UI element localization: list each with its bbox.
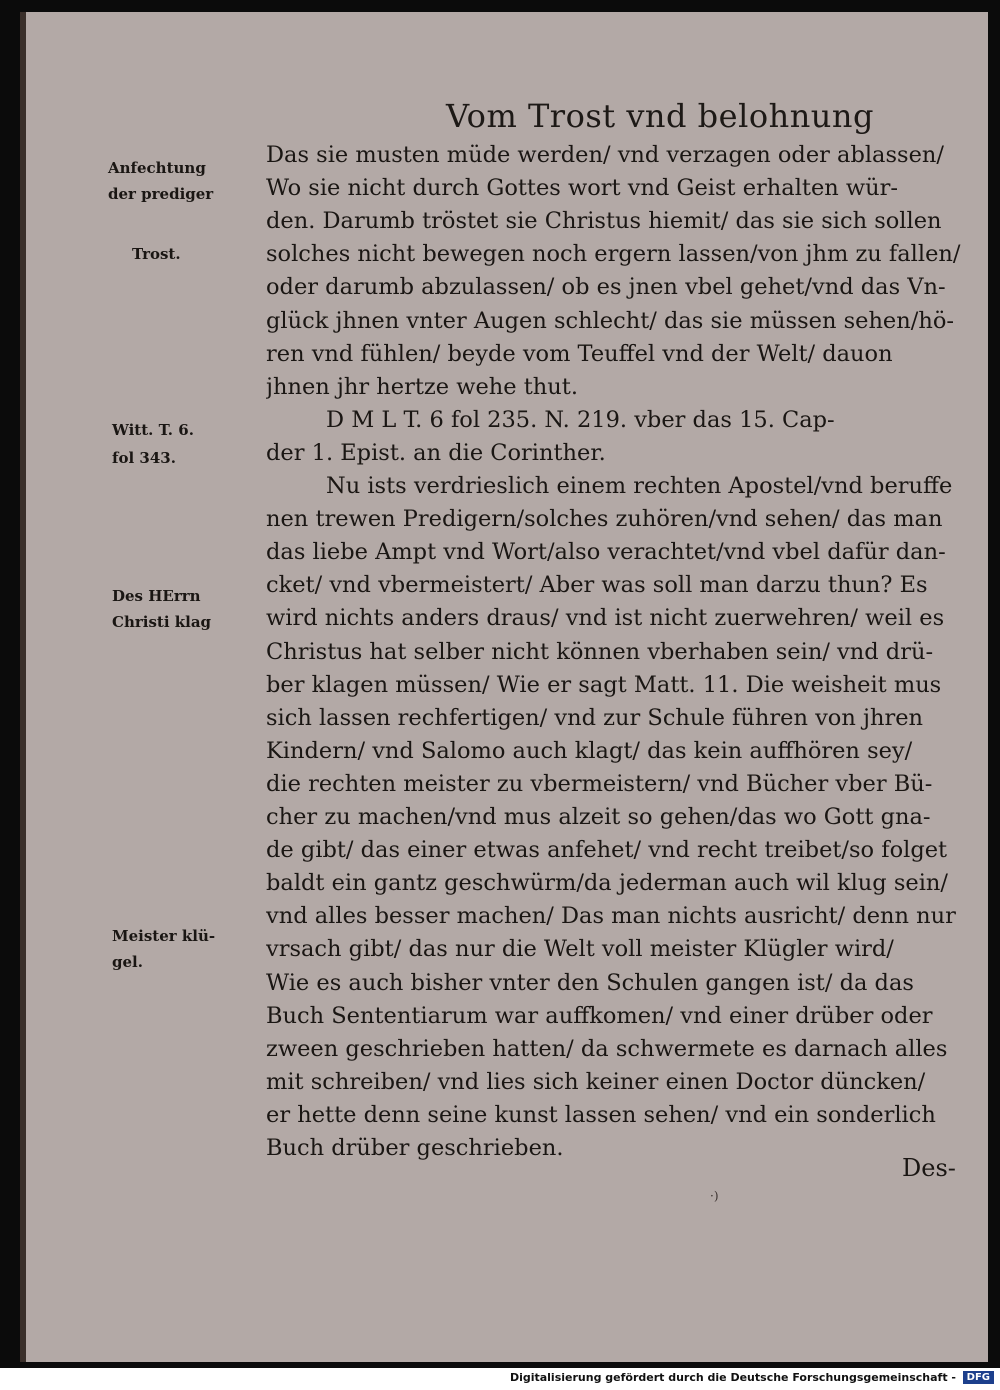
text-line: wird nichts anders draus/ vnd ist nicht zuerwehren/ weil es [266,605,945,632]
text-line: Wie es auch bisher vnter den Schulen gangen ist/ da das [266,969,914,996]
text-line: oder darumb abzulassen/ ob es jnen vbel gehet/vnd das Vn- [266,274,946,301]
book-page [20,12,988,1362]
catchword: Des- [902,1154,956,1182]
text-line: den. Darumb tröstet sie Christus hiemit/ das sie sich sollen [266,208,942,235]
margin-note: der prediger [108,185,214,203]
margin-note: Christi klag [112,613,212,631]
text-line: jhnen jhr hertze wehe thut. [266,373,578,400]
text-line: cher zu machen/vnd mus alzeit so gehen/das wo Gott gna- [266,804,931,830]
ink-speck: ·) [710,1189,719,1203]
text-line: Buch Sententiarum war auffkomen/ vnd einer drüber oder [266,1002,933,1029]
digitization-footer [0,1368,1000,1390]
margin-note: Anfechtung [108,159,206,177]
margin-note: Des HErrn [112,587,201,605]
text-line: zween geschrieben hatten/ da schwermete es darnach alles [266,1035,948,1062]
text-line: de gibt/ das einer etwas anfehet/ vnd recht treibet/so folget [266,837,948,864]
text-line: ber klagen müssen/ Wie er sagt Matt. 11. Die weisheit mus [266,671,942,698]
text-line: Christus hat selber nicht können vberhaben sein/ vnd drü- [266,638,934,665]
text-line: baldt ein gantz geschwürm/da jederman auch wil klug sein/ [266,870,948,897]
text-line: der 1. Epist. an die Corinther. [266,439,606,466]
text-line: solches nicht bewegen noch ergern lassen/von jhm zu fallen/ [266,241,961,268]
text-line: das liebe Ampt vnd Wort/also verachtet/vnd vbel dafür dan- [266,539,946,566]
text-line: sich lassen rechfertigen/ vnd zur Schule führen von jhren [266,704,924,731]
footer-credit: Digitalisierung gefördert durch die Deutsche Forschungsgemeinschaft - [509,1371,956,1384]
margin-note: Trost. [132,245,181,263]
text-line: nen trewen Predigern/solches zuhören/vnd sehen/ das man [266,506,943,533]
margin-note: fol 343. [112,449,176,467]
text-line: Das sie musten müde werden/ vnd verzagen oder ablassen/ [266,142,944,168]
text-line: cket/ vnd vbermeistert/ Aber was soll man darzu thun? Es [266,572,928,599]
text-line: mit schreiben/ vnd lies sich keiner einen Doctor düncken/ [266,1068,926,1095]
margin-note: gel. [112,953,143,971]
text-line: Wo sie nicht durch Gottes wort vnd Geist erhalten wür- [266,175,899,202]
dfg-logo: DFG [963,1371,994,1384]
margin-note: Meister klü- [112,927,216,945]
margin-note: Witt. T. 6. [112,421,194,439]
running-head: Vom Trost vnd belohnung [446,97,874,135]
text-line: glück jhnen vnter Augen schlecht/ das sie müssen sehen/hö- [266,307,954,334]
text-line: Nu ists verdrieslich einem rechten Apostel/vnd beruffe [326,473,953,499]
text-line: er hette denn seine kunst lassen sehen/ vnd ein sonderlich [266,1101,936,1128]
text-line: Kindern/ vnd Salomo auch klagt/ das kein auffhören sey/ [266,737,913,764]
text-line: vrsach gibt/ das nur die Welt voll meister Klügler wird/ [266,936,894,963]
text-line: D M L T. 6 fol 235. N. 219. vber das 15. Cap- [326,406,835,433]
text-line: die rechten meister zu vbermeistern/ vnd Bücher vber Bü- [266,770,933,797]
text-line: vnd alles besser machen/ Das man nichts ausricht/ denn nur [266,903,956,930]
text-line: Buch drüber geschrieben. [266,1135,564,1161]
text-line: ren vnd fühlen/ beyde vom Teuffel vnd der Welt/ dauon [266,340,893,367]
